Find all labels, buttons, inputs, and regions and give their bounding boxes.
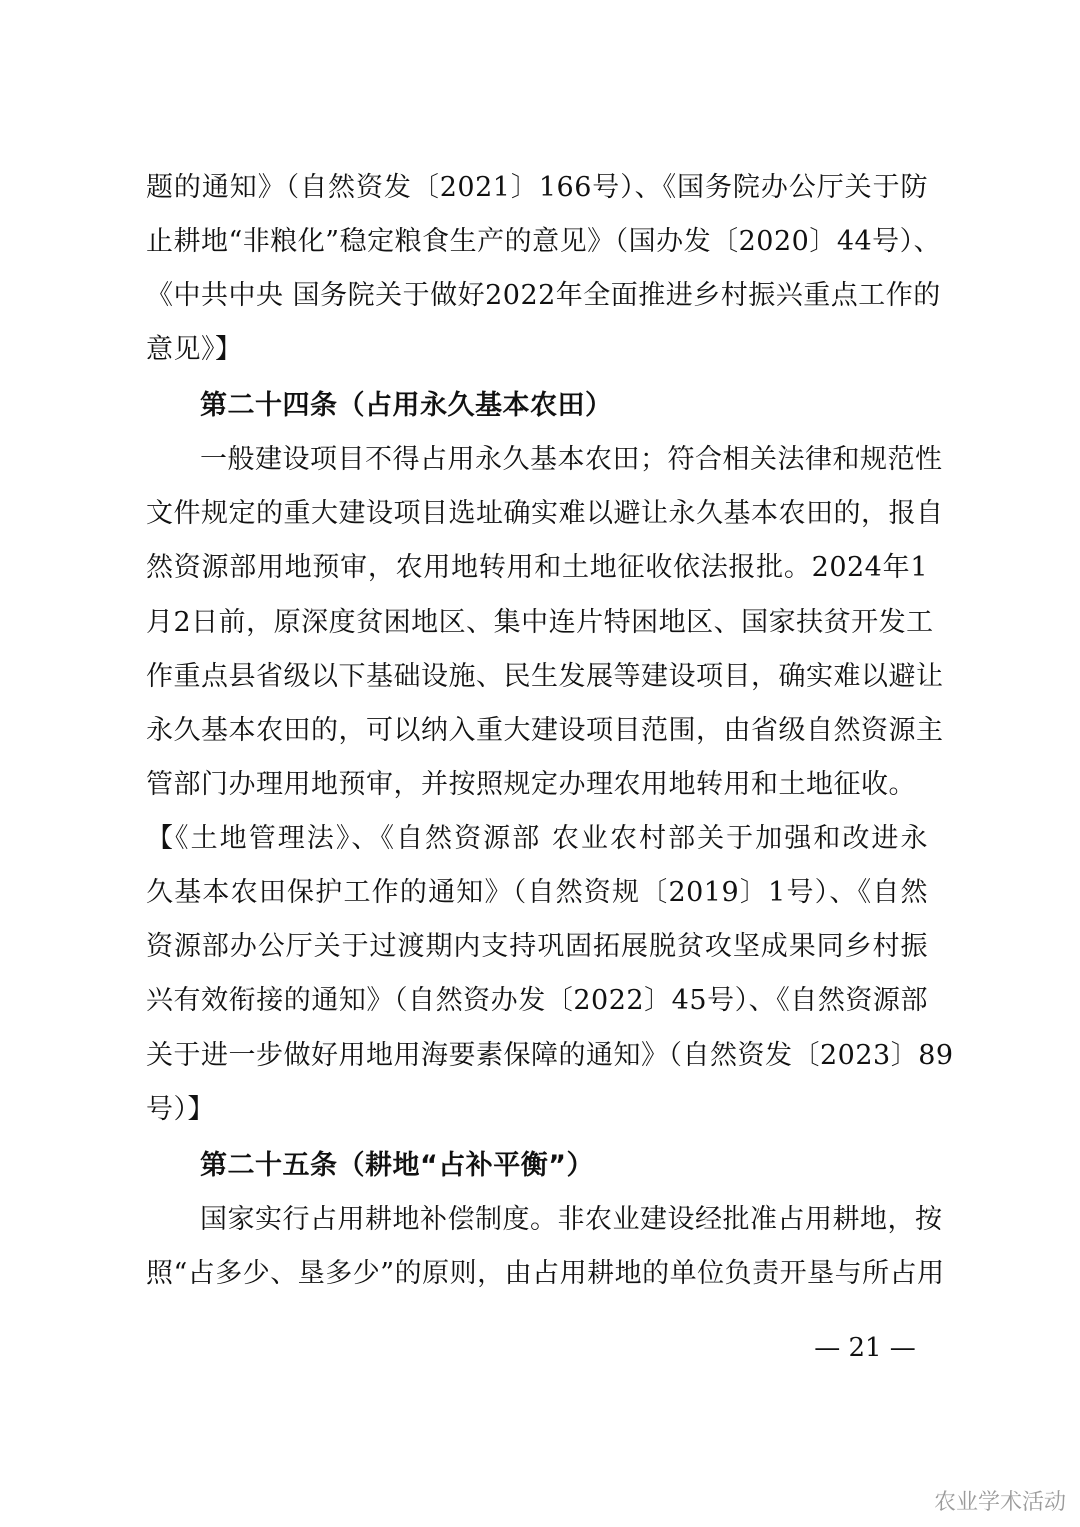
citation-line: 资源部办公厅关于过渡期内支持巩固拓展脱贫攻坚成果同乡村振 [146,931,928,962]
watermark: 农业学术活动 [933,1490,1066,1515]
page-number: — 21 — [814,1333,916,1363]
text-line: 月2日前，原深度贫困地区、集中连片特困地区、国家扶贫开发工 [146,607,934,638]
text-line: 照“占多少、垦多少”的原则，由占用耕地的单位负责开垦与所占用 [146,1258,945,1289]
text-line: 国家实行占用耕地补偿制度。非农业建设经批准占用耕地，按 [200,1204,943,1235]
citation-line: 【《土地管理法》、《自然资源部 农业农村部关于加强和改进永 [146,823,928,854]
text-line: 意见》】 [146,334,243,365]
article-25-heading: 第二十五条（耕地“占补平衡”） [200,1150,594,1181]
citation-line: 关于进一步做好用地用海要素保障的通知》（自然资发〔2023〕89 [146,1040,954,1071]
text-line: 题的通知》（自然资发〔2021〕166号）、《国务院办公厅关于防 [146,172,928,203]
text-line: 管部门办理用地预审，并按照规定办理农用地转用和土地征收。 [146,769,916,800]
citation-line: 号）】 [146,1094,215,1125]
text-line: 作重点县省级以下基础设施、民生发展等建设项目，确实难以避让 [146,661,944,692]
text-line: 一般建设项目不得占用永久基本农田；符合相关法律和规范性 [200,444,943,475]
text-line: 永久基本农田的，可以纳入重大建设项目范围，由省级自然资源主 [146,715,944,746]
article-24-heading: 第二十四条（占用永久基本农田） [200,390,613,421]
text-line: 《中共中央 国务院关于做好2022年全面推进乡村振兴重点工作的 [146,280,941,311]
text-line: 文件规定的重大建设项目选址确实难以避让永久基本农田的，报自 [146,498,944,529]
citation-line: 兴有效衔接的通知》（自然资办发〔2022〕45号）、《自然资源部 [146,985,928,1016]
citation-line: 久基本农田保护工作的通知》（自然资规〔2019〕1号）、《自然 [146,877,928,908]
text-line: 然资源部用地预审，农用地转用和土地征收依法报批。2024年1 [146,552,928,583]
text-line: 止耕地“非粮化”稳定粮食生产的意见》（国办发〔2020〕44号）、 [146,226,942,257]
